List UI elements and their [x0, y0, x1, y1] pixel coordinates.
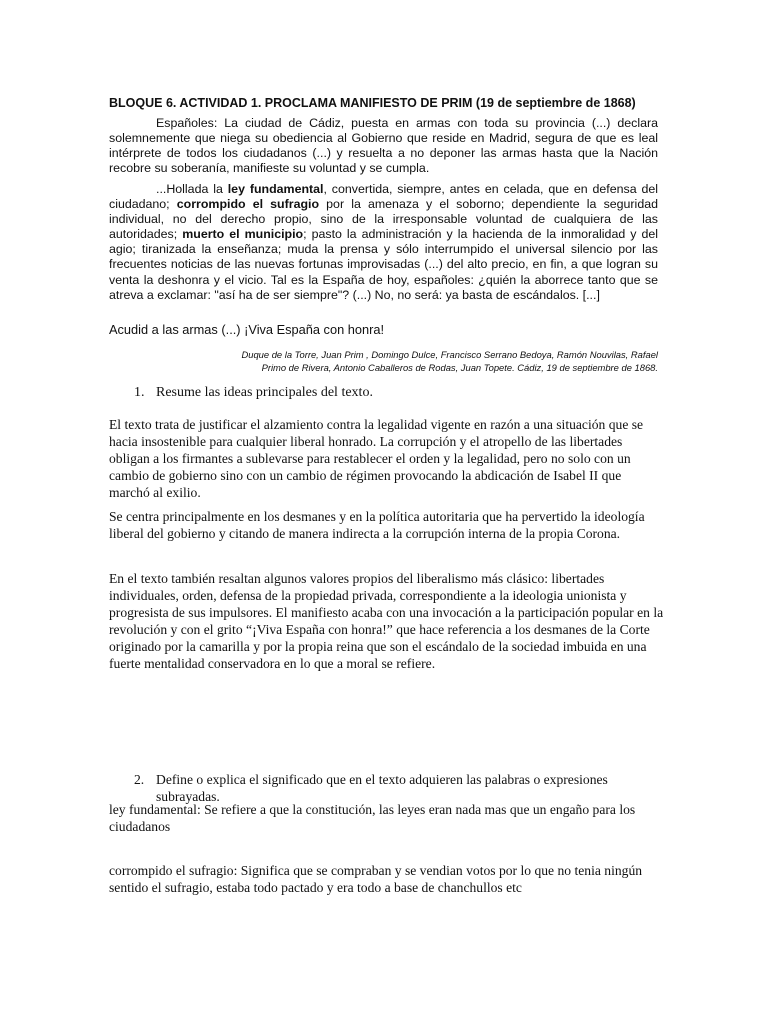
question-2-number: 2. — [134, 772, 145, 787]
paragraph-text: ...Hollada la — [156, 182, 228, 196]
question-2-text: Define o explica el significado que en el texto adquieren las palabras o expresiones subrayadas. — [156, 772, 608, 804]
paragraph-text: ; pasto la administración y la hacienda de la inmoralidad y del agio; tiranizada la enseñanza; muda la prensa y sólo interrumpido el universal silencio por las frecuentes noticias de las nuevas fortunas improvisadas (...) del alto precio, en fin, a que logran su venta la deshonra y el vicio. Tal es la España de hoy, españoles: ¿quién la aborrece tanto que se atreva a exclamar: "así ha de ser siempre"? (...) No, no será: ya basta de escándalos. [...] — [109, 227, 659, 302]
highlighted-term-muerto-municipio: muerto el municipio — [182, 227, 304, 242]
highlighted-term-corrompido-sufragio: corrompido el sufragio — [176, 197, 320, 212]
document-title: BLOQUE 6. ACTIVIDAD 1. PROCLAMA MANIFIESTO DE PRIM (19 de septiembre de 1868) — [109, 96, 636, 110]
proclamation-paragraph-1: Españoles: La ciudad de Cádiz, puesta en armas con toda su provincia (...) declara solemnemente que niega su obediencia al Gobierno que reside en Madrid, segura de que es leal intérprete de todos los ciudadanos (...) y resuelta a no deponer las armas hasta que la Nación recobre su soberanía, manifieste su voluntad y se cumpla. — [109, 116, 658, 176]
highlighted-term-ley-fundamental: ley fundamental — [227, 182, 324, 196]
attribution — [150, 348, 658, 374]
question-1-number: 1. — [134, 385, 145, 400]
attribution-line-1: Duque de la Torre, Juan Prim , Domingo Dulce, Francisco Serrano Bedoya, Ramón Nouvilas, Rafael — [241, 349, 658, 360]
question-1-text: Resume las ideas principales del texto. — [156, 385, 373, 400]
answer-1-paragraph-3: En el texto también resaltan algunos valores propios del liberalismo más clásico: libertades individuales, orden, defensa de la propiedad privada, correspondiente a la ideologia unionista y progresista de sus impulsores. El manifiesto acaba con una invocación a la participación popular en la revolución y con el grito “¡Viva España con honra!” que hace referencia a los desmanes de la Corte originado por la camarilla y por la propia reina que son el escándalo de la sociedad imbuida en una fuerte mentalidad conservadora en lo que a moral se refiere. — [109, 571, 664, 671]
attribution-line-2: Primo de Rivera, Antonio Caballeros de Rodas, Juan Topete. Cádiz, 19 de septiembre de 1868. — [261, 362, 658, 373]
paragraph-text: por la amenaza y el soborno; dependiente la seguridad individual, no del derecho propio, sino de la irresponsable voluntad de cualquiera de las autoridades; — [109, 197, 658, 242]
answer-2-paragraph-2: corrompido el sufragio: Significa que se compraban y se vendian votos por lo que no tenia ningún sentido el sufragio, estaba todo pactado y era todo a base de chanchullos etc — [109, 863, 643, 895]
answer-1-paragraph-1: El texto trata de justificar el alzamiento contra la legalidad vigente en razón a una situación que se hacia insostenible para cualquier liberal honrado. La corrupción y el atropello de las libertades obligan a los firmantes a sublevarse para restablecer el orden y la legalidad, pero no solo con un cambio de gobierno sino con un cambio de régimen provocando la abdicación de Isabel II que marchó al exilio. — [109, 417, 644, 500]
proclamation-closing: Acudid a las armas (...) ¡Viva España con honra! — [109, 322, 385, 337]
paragraph-text: , convertida, siempre, antes en celada, que en defensa del ciudadano; — [109, 182, 659, 212]
proclamation-paragraph-2 — [109, 182, 658, 303]
answer-2-paragraph-1: ley fundamental: Se refiere a que la constitución, las leyes eran nada mas que un engaño para los ciudadanos — [109, 802, 636, 834]
answer-1-paragraph-2: Se centra principalmente en los desmanes y en la política autoritaria que ha pervertido la ideología liberal del gobierno y citando de manera indirecta a la corrupción interna de la propia Corona. — [109, 509, 645, 541]
